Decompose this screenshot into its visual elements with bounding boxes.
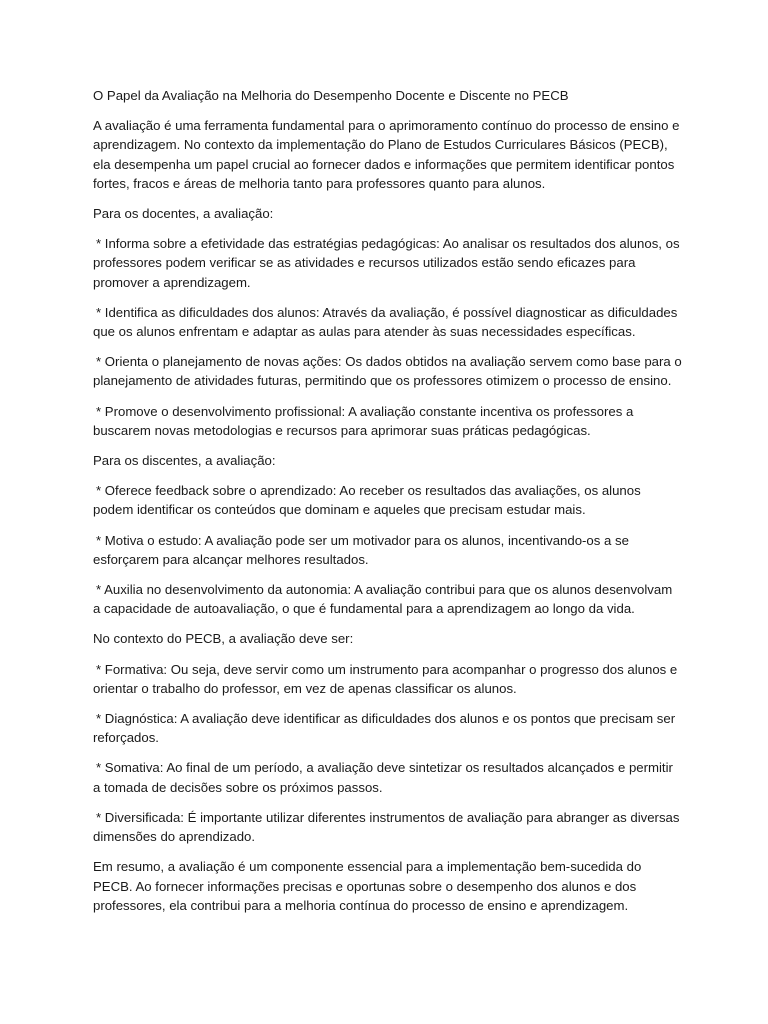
pecb-item: * Formativa: Ou seja, deve servir como um instrumento para acompanhar o progresso dos alunos e orientar o trabalho do professor, em vez de apenas classificar os alunos. (93, 661, 678, 696)
pecb-heading: No contexto do PECB, a avaliação deve ser: (93, 631, 354, 647)
intro-paragraph: A avaliação é uma ferramenta fundamental para o aprimoramento contínuo do processo de ensino e aprendizagem. No contexto da implementação do Plano de Estudos Curriculares Básicos (PECB), ela desempenha um papel crucial ao fornecer dados e informações que permitem identificar pontos fortes, fracos e áreas de melhoria tanto para professores quanto para alunos. (93, 118, 680, 191)
document-title: O Papel da Avaliação na Melhoria do Desempenho Docente e Discente no PECB (93, 88, 569, 103)
pecb-item: * Diversificada: É importante utilizar diferentes instrumentos de avaliação para abranger as diversas dimensões do aprendizado. (93, 809, 680, 845)
docentes-heading: Para os docentes, a avaliação: (93, 206, 274, 222)
discentes-item: * Motiva o estudo: A avaliação pode ser um motivador para os alunos, incentivando-os a se esforçarem para alcançar melhores resultados. (93, 532, 629, 567)
discentes-heading: Para os discentes, a avaliação: (93, 453, 276, 469)
pecb-item: * Diagnóstica: A avaliação deve identificar as dificuldades dos alunos e os pontos que precisam ser reforçados. (93, 711, 676, 746)
discentes-item: * Oferece feedback sobre o aprendizado: Ao receber os resultados das avaliações, os alunos podem identificar os conteúdos que dominam e aqueles que precisam estudar mais. (93, 483, 641, 518)
docentes-item: * Promove o desenvolvimento profissional: A avaliação constante incentiva os professores a buscarem novas metodologias e recursos para aprimorar suas práticas pedagógicas. (93, 403, 634, 438)
docentes-item: * Informa sobre a efetividade das estratégias pedagógicas: Ao analisar os resultados dos alunos, os professores podem verificar se as atividades e recursos utilizados estão sendo eficazes para promover a aprendizagem. (93, 236, 680, 290)
docentes-item: * Orienta o planejamento de novas ações: Os dados obtidos na avaliação servem como base para o planejamento de atividades futuras, permitindo que os professores otimizem o processo de ensino. (93, 354, 682, 389)
discentes-item: * Auxilia no desenvolvimento da autonomia: A avaliação contribui para que os alunos desenvolvam a capacidade de autoavaliação, o que é fundamental para a aprendizagem ao longo da vida. (93, 582, 673, 617)
docentes-item: * Identifica as dificuldades dos alunos: Através da avaliação, é possível diagnosticar as dificuldades que os alunos enfrentam e adaptar as aulas para atender às suas necessidades específicas. (93, 304, 678, 340)
document-page (93, 86, 683, 926)
conclusion-paragraph: Em resumo, a avaliação é um componente essencial para a implementação bem-sucedida do PECB. Ao fornecer informações precisas e oportunas sobre o desempenho dos alunos e dos professores, ela contribui para a melhoria contínua do processo de ensino e aprendizagem. (93, 859, 642, 913)
pecb-item: * Somativa: Ao final de um período, a avaliação deve sintetizar os resultados alcançados e permitir a tomada de decisões sobre os próximos passos. (93, 760, 673, 795)
